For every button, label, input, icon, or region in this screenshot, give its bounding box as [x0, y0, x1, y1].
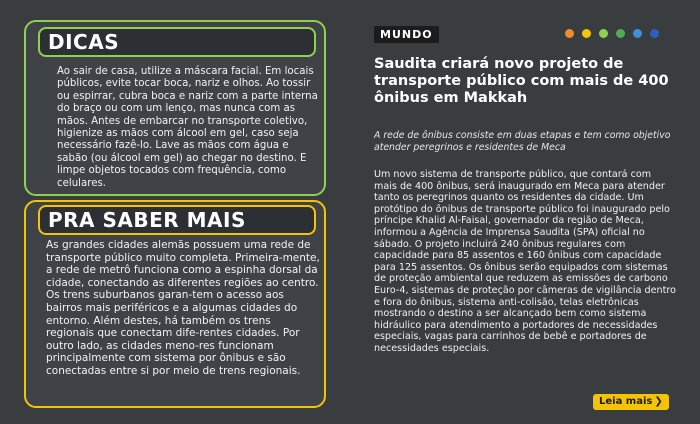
color-dot — [650, 29, 659, 38]
learn-more-text: As grandes cidades alemãs possuem uma rede de transporte público muito completa. Primeira-mente, a rede de metrô funciona como a espinha dorsal da cidade, conectando as diferentes regiões ao centro. Os trens suburbanos garan-tem o acesso aos bairros mais periféricos e a algumas cidades do entorno. Além destes, há também os trens regionais que conectam dife-rentes cidades. Por outro lado, as cidades meno-res funcionam principalmente com sistema por ônibus e são conectadas entre si por meio de trens regionais. — [46, 239, 320, 377]
tips-panel — [24, 20, 326, 196]
color-dot — [633, 29, 642, 38]
section-badge: MUNDO — [374, 26, 439, 43]
article-body: Um novo sistema de transporte público, que contará com mais de 400 ônibus, será inaugurado em Meca para atender tanto os peregrinos quanto os residentes da cidade. Um protótipo do ônibus de transporte público foi inaugurado pelo príncipe Khalid Al-Faisal, governador da região de Meca, informou a Agência de Imprensa Saudita (SPA) oficial no sábado. O projeto incluirá 240 ônibus regulares com capacidade para 85 assentos e 160 ônibus com capacidade para 125 assentos. Os ônibus serão equipados com sistemas de proteção ambiental que reduzem as emissões de carbono Euro-4, sistemas de proteção por câmeras de vigilância dentro e fora do ônibus, sistema anti-colisão, telas eletrônicas mostrando o destino a ser alcançado bem como sistema hidráulico para atendimento a portadores de necessidades especiais, vagas para carrinhos de bebê e portadores de necessidades especiais. — [374, 169, 676, 354]
read-more-button[interactable] — [593, 394, 669, 410]
article-headline: Saudita criará novo projeto de transporte público com mais de 400 ônibus em Makkah — [374, 56, 669, 106]
learn-more-panel — [24, 200, 326, 408]
color-dot — [565, 29, 574, 38]
chevron-right-icon: ❯ — [654, 396, 663, 407]
color-dot — [599, 29, 608, 38]
color-dot — [582, 29, 591, 38]
read-more-label: Leia mais — [599, 396, 653, 407]
color-dot — [616, 29, 625, 38]
tips-text: Ao sair de casa, utilize a máscara facial. Em locais públicos, evite tocar boca, nariz e olhos. Ao tossir ou espirrar, cubra boca e nariz com a parte interna do braço ou com um lenço, mas nunca com as mãos. Antes de embarcar no transporte coletivo, higienize as mãos com álcool em gel, caso seja necessário fazê-lo. Lave as mãos com água e sabão (ou álcool em gel) ao chegar no destino. E limpe objetos tocados com frequência, como celulares. — [57, 66, 318, 189]
article-subtitle: A rede de ônibus consiste em duas etapas e tem como objetivo atender peregrinos e residentes de Meca — [374, 130, 671, 153]
learn-more-title: PRA SABER MAIS — [38, 205, 316, 235]
tips-title: DICAS — [38, 27, 316, 57]
